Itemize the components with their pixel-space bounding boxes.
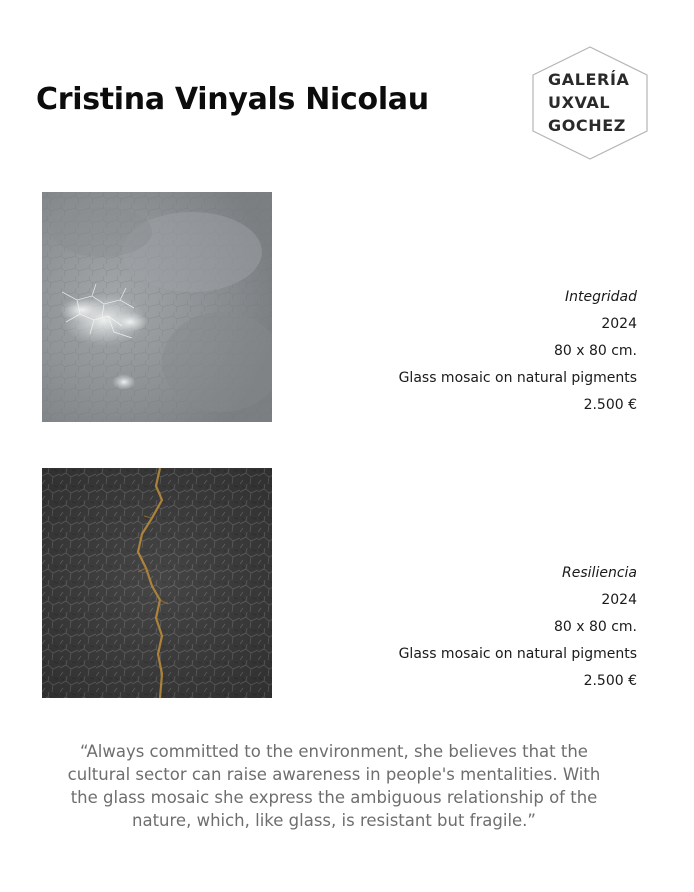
logo-line-1: GALERÍA xyxy=(548,70,630,89)
logo-line-2: UXVAL xyxy=(548,93,611,112)
logo-text xyxy=(548,68,630,137)
artwork-year: 2024 xyxy=(601,592,637,608)
grey-glass-mosaic-icon xyxy=(42,192,272,422)
artwork-title: Integridad xyxy=(565,289,637,305)
artwork-image-resiliencia xyxy=(42,468,272,698)
artist-quote: “Always committed to the environment, she believes that the cultural sector can raise awareness in people's mentalities. With the glass mosaic she express the ambiguous relationship of the nature, which, like glass, is resistant but fragile.” xyxy=(67,742,601,830)
artwork-dimensions: 80 x 80 cm. xyxy=(553,619,637,635)
artist-name: Cristina Vinyals Nicolau xyxy=(36,82,429,117)
artwork-image-integridad xyxy=(42,192,272,422)
artwork-year: 2024 xyxy=(601,316,637,332)
gallery-logo xyxy=(532,46,648,160)
artwork-price: 2.500 € xyxy=(583,397,637,413)
artwork-medium: Glass mosaic on natural pigments xyxy=(398,646,637,662)
dark-glass-mosaic-icon xyxy=(42,468,272,698)
artwork-caption-integridad xyxy=(399,284,637,419)
logo-line-3: GOCHEZ xyxy=(548,116,626,135)
artwork-dimensions: 80 x 80 cm. xyxy=(553,343,637,359)
artwork-price: 2.500 € xyxy=(583,673,637,689)
artwork-caption-resiliencia xyxy=(399,560,637,695)
artwork-title: Resiliencia xyxy=(562,565,637,581)
artwork-medium: Glass mosaic on natural pigments xyxy=(398,370,637,386)
